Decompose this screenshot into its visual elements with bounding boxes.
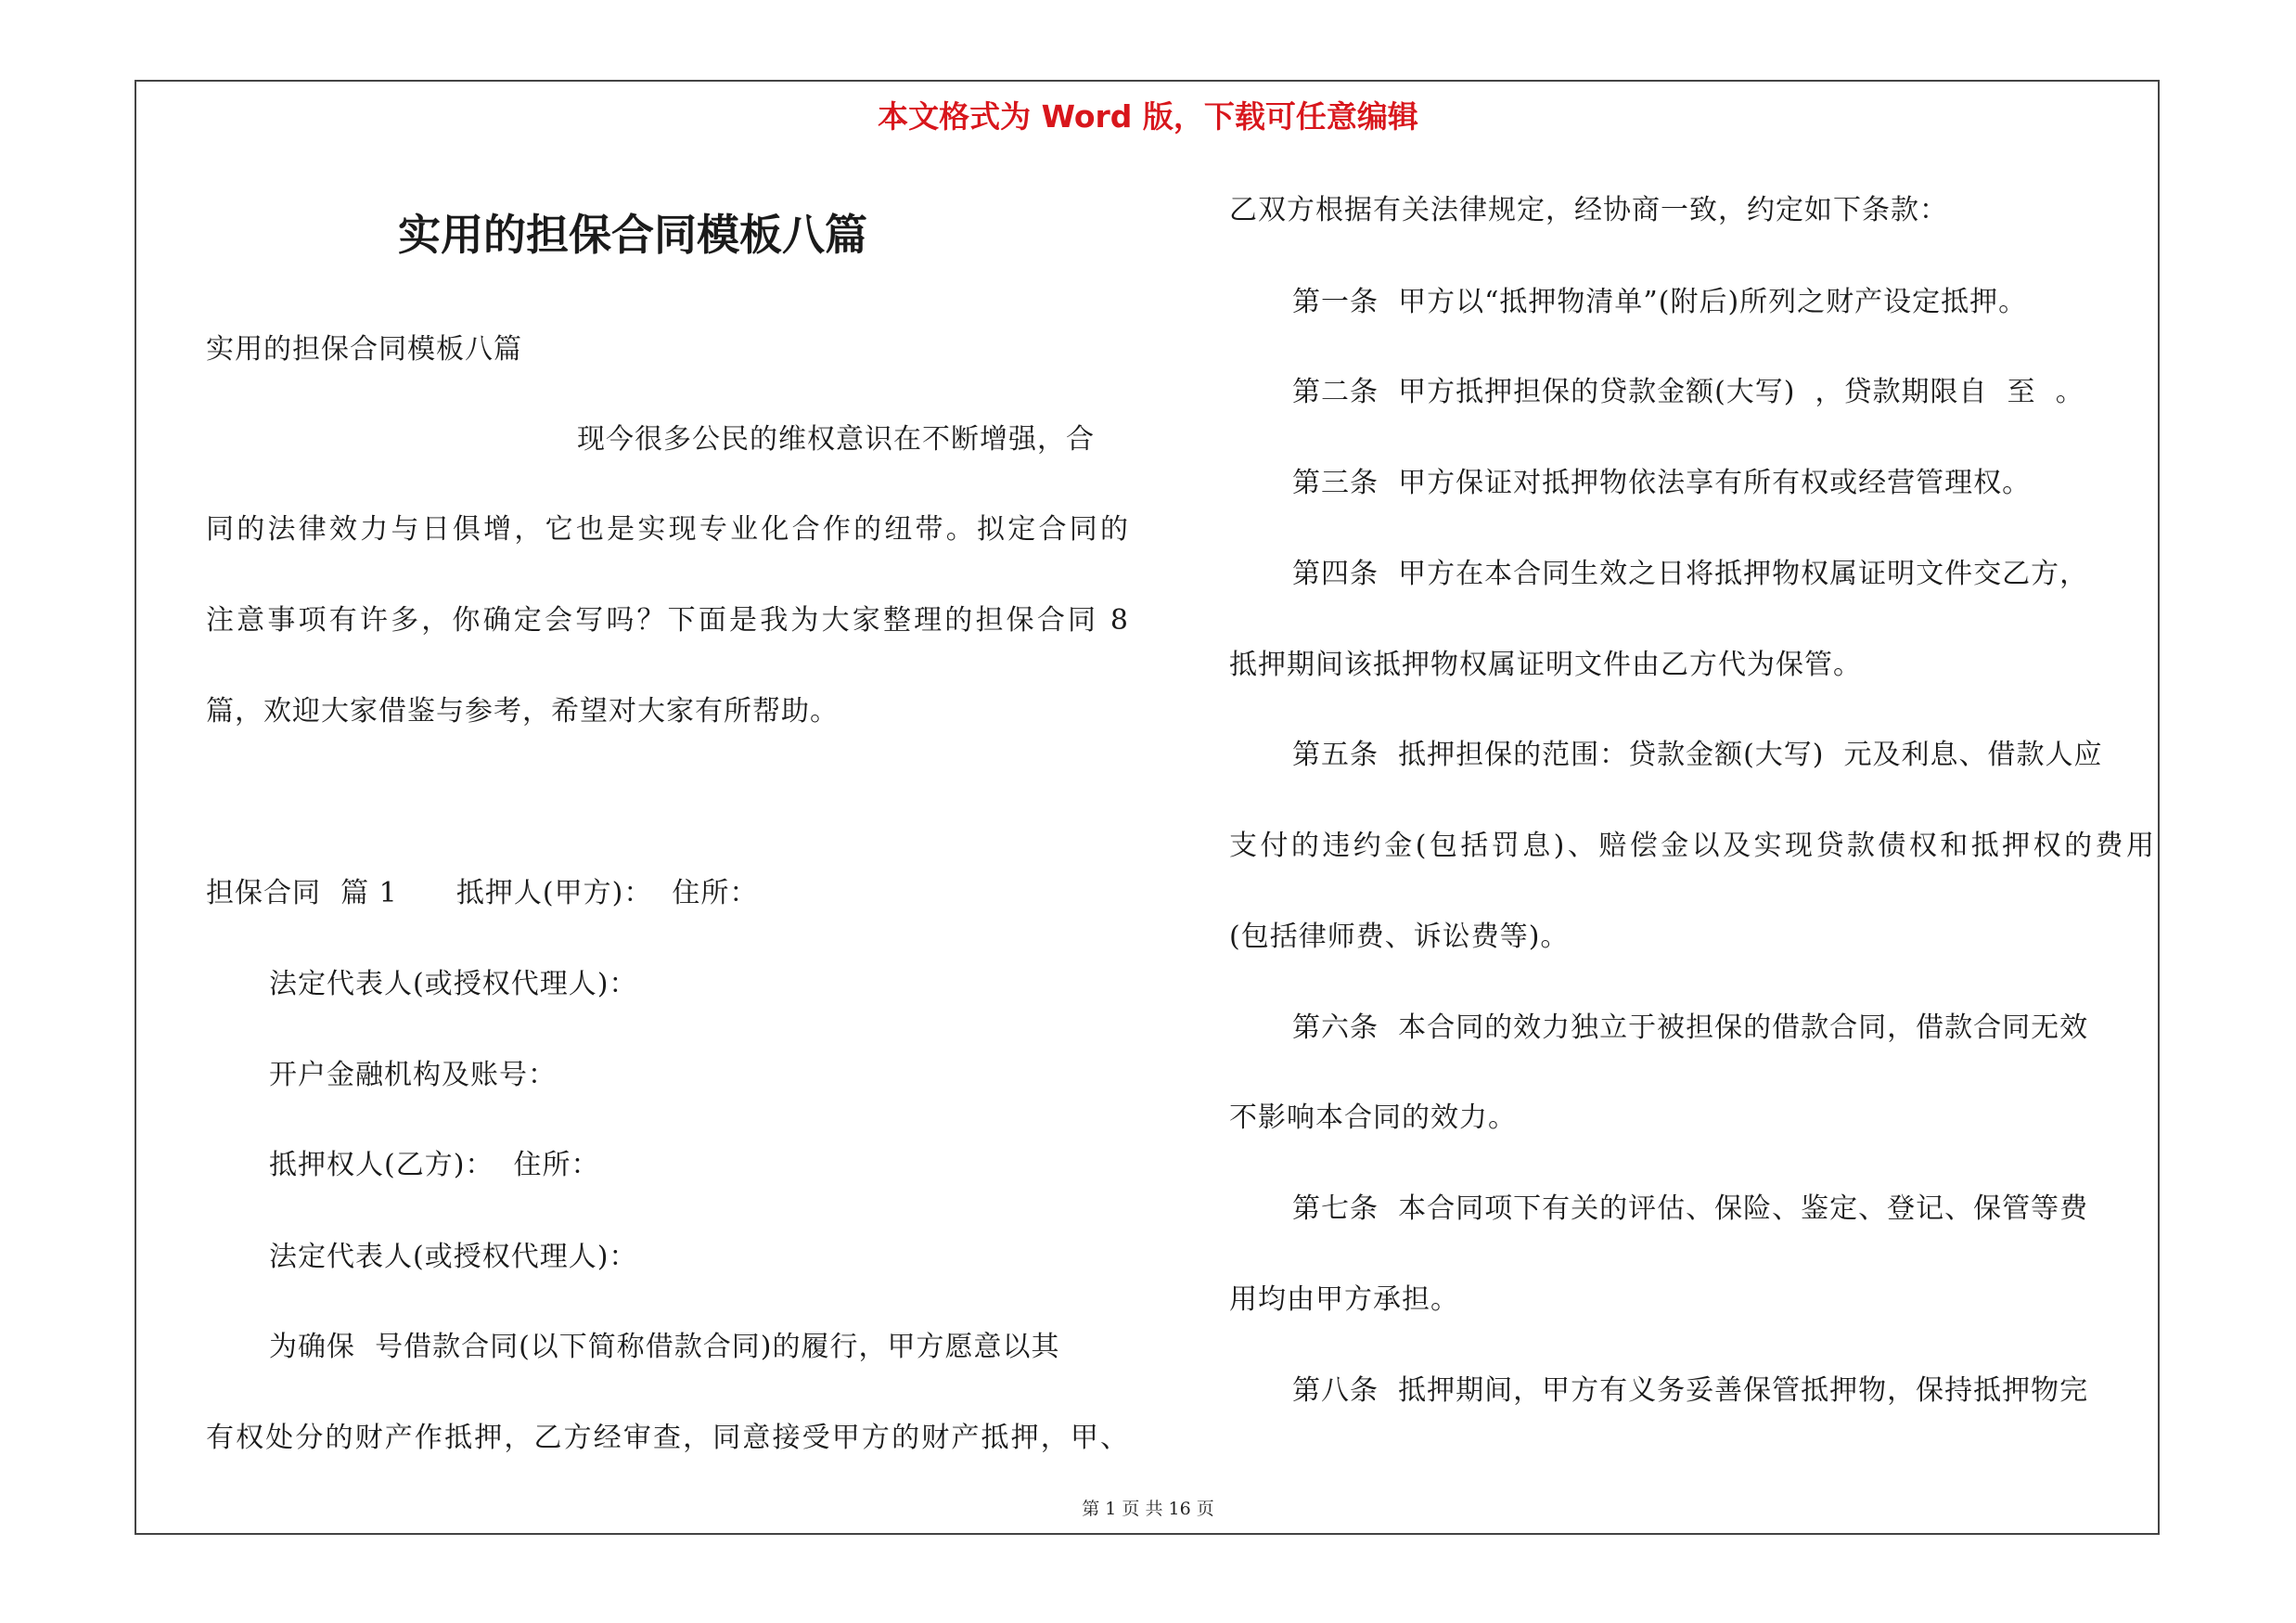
- paragraph-line: 为确保 号借款合同(以下简称借款合同)的履行，甲方愿意以其: [269, 1331, 1060, 1363]
- clause-line: 第三条 甲方保证对抵押物依法享有所有权或经营管理权。: [1292, 467, 2032, 499]
- paragraph-line: 抵押权人(乙方)： 住所：: [269, 1149, 600, 1181]
- paragraph-line: 开户金融机构及账号：: [269, 1059, 557, 1091]
- paragraph-line: 支付的违约金(包括罚息)、赔偿金以及实现贷款债权和抵押权的费用: [1229, 830, 2155, 862]
- paragraph-line: 注意事项有许多，你确定会写吗？下面是我为大家整理的担保合同 8: [206, 604, 1129, 637]
- paragraph-line: 抵押期间该抵押物权属证明文件由乙方代为保管。: [1229, 649, 1862, 681]
- clause-line: 第八条 抵押期间，甲方有义务妥善保管抵押物，保持抵押物完: [1292, 1374, 2089, 1407]
- document-title: 实用的担保合同模板八篇: [398, 210, 867, 260]
- format-banner: 本文格式为 Word 版，下载可任意编辑: [878, 98, 1418, 135]
- clause-line: 第五条 抵押担保的范围：贷款金额(大写) 元及利息、借款人应: [1292, 739, 2103, 771]
- paragraph-line: 现今很多公民的维权意识在不断增强，合: [577, 423, 1095, 456]
- clause-line: 第七条 本合同项下有关的评估、保险、鉴定、登记、保管等费: [1292, 1192, 2089, 1225]
- paragraph-line: 法定代表人(或授权代理人)：: [269, 968, 638, 1000]
- paragraph-line: (包括律师费、诉讼费等)。: [1229, 921, 1570, 953]
- paragraph-line: 同的法律效力与日俱增，它也是实现专业化合作的纽带。拟定合同的: [206, 513, 1129, 546]
- clause-line: 第四条 甲方在本合同生效之日将抵押物权属证明文件交乙方，: [1292, 558, 2089, 590]
- paragraph-line: 篇，欢迎大家借鉴与参考，希望对大家有所帮助。: [206, 695, 839, 728]
- paragraph-line: 有权处分的财产作抵押，乙方经审查，同意接受甲方的财产抵押，甲、: [206, 1422, 1129, 1454]
- page-number: 第 1 页 共 16 页: [1082, 1499, 1214, 1519]
- section-heading: 担保合同 篇 1 抵押人(甲方)： 住所：: [206, 877, 759, 909]
- clause-line: 第六条 本合同的效力独立于被担保的借款合同，借款合同无效: [1292, 1011, 2089, 1044]
- paragraph-line: 乙双方根据有关法律规定，经协商一致，约定如下条款：: [1229, 194, 1948, 226]
- paragraph-line: 不影响本合同的效力。: [1229, 1101, 1517, 1134]
- paragraph-line: 法定代表人(或授权代理人)：: [269, 1241, 638, 1273]
- paragraph-line: 用均由甲方承担。: [1229, 1283, 1459, 1316]
- document-subtitle: 实用的担保合同模板八篇: [206, 333, 522, 366]
- clause-line: 第二条 甲方抵押担保的贷款金额(大写) ，贷款期限自 至 。: [1292, 376, 2084, 408]
- clause-line: 第一条 甲方以“抵押物清单”(附后)所列之财产设定抵押。: [1292, 286, 2028, 318]
